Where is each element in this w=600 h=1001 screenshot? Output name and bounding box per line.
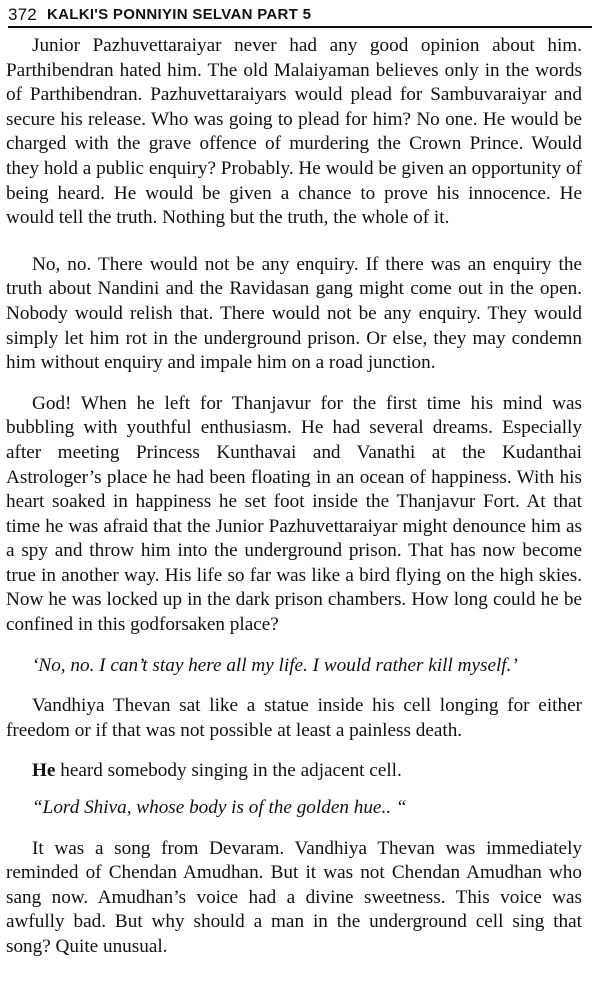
book-title: KALKI'S PONNIYIN SELVAN PART 5 [46,6,312,23]
paragraph-rest: heard somebody singing in the adjacent cell. [55,760,402,782]
paragraph-enquiry-thoughts: Junior Pazhuvettaraiyar never had any good opinion about him. Parthibendran hated him. The old Malaiyaman believes only in the words of Parthibendran. Pazhuvettaraiyars would plead for Sambuvaraiyar and secure his release. Who was going to plead for him? No one. He would be charged with the grave offence of murdering the Crown Prince. Would they hold a public enquiry? Probably. He would be given an opportunity of being heard. He would be given a chance to prove his innocence. He would tell the truth. Nothing but the truth, the whole of it. [6,35,582,229]
paragraph-memories: God! When he left for Thanjavur for the first time his mind was bubbling with youthful enthusiasm. He had several dreams. Especially after meeting Princess Kunthavai and Vanathi at the Kudanthai Astrologer’s place he had been floating in an ocean of happiness. With his heart soaked in happiness he set foot inside the Thanjavur Fort. At that time he was afraid that the Junior Pazhuvettaraiyar might denounce him as a spy and throw him into the underground prison. That has now become true in another way. His life so far was like a bird flying on the high skies. Now he was locked up in the dark prison chambers. How long could he be confined in this godforsaken place? [6,392,582,636]
paragraph-song-quote: “Lord Shiva, whose body is of the golden hue.. “ [32,797,407,819]
running-header [8,0,592,28]
body-text [6,34,582,960]
page-number: 372 [8,5,37,24]
paragraph-singing [6,759,582,784]
paragraph-inner-thought: ‘No, no. I can’t stay here all my life. I would rather kill myself.’ [32,654,518,676]
paragraph-devaram: It was a song from Devaram. Vandhiya Thevan was immediately reminded of Chendan Amudhan. But it was not Chendan Amudhan who sang now. Amudhan’s voice had a divine sweetness. This voice was awfully bad. But why should a man in the underground cell sing that song? Quite unusual. [6,837,582,957]
paragraph-lead-word: He [32,760,56,782]
paragraph-statue: Vandhiya Thevan sat like a statue inside his cell longing for either freedom or if that was not possible at least a painless death. [6,695,582,741]
paragraph-no-enquiry: No, no. There would not be any enquiry. If there was an enquiry the truth about Nandini and the Ravidasan gang might come out in the open. Nobody would relish that. There would not be any enquiry. They would simply let him rot in the underground prison. Or else, they may condemn him without enquiry and impale him on a road junction. [6,253,582,374]
